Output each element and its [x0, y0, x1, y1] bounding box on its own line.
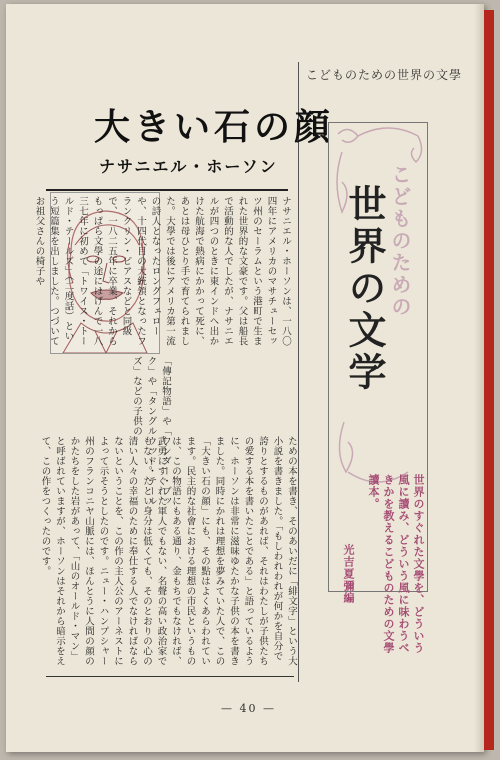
running-head: こどものための世界の文學: [306, 68, 463, 82]
book-page: [6, 4, 484, 752]
biography-text-block-1: ナサニエル・ホーソンは、一八〇四年にアメリカのマサチューセッツ州のセーラムという港町で生まれた世界的な文豪です。父は船長で活動的な人でしたが、ナサニエルが四つのときに東インドへ出かけた航海で熱病にかかって死に、あとは母ひとり手で育てられました。大學では後にアメリカ第一流の詩人となったロングフェローや、十四代目の大統領となったフランクリン・ピアスなどと同級で、一八二五年に卒業、それからもっぱら文學の途にはげんで一八三七年に初めて「トワイス・トールド・テールズ」（二度話）という短篇集を出しました。つづいてお祖父さんの椅子や: [33, 196, 291, 346]
page-number: — 40 —: [221, 702, 276, 715]
bottom-rule: [46, 676, 294, 677]
series-editor: 光吉夏彌編: [342, 544, 355, 604]
page-spine-shadow: [474, 4, 484, 752]
biography-text-block-2: 「傳記物語」や「ワンダー・ブック」や「タングルウッド・テールズ」などの子供の: [131, 356, 171, 506]
series-label-main: 世界の文学: [342, 184, 387, 394]
series-description: 世界のすぐれた文學を、どういう風に讀み、どういう風に味わうべきかを教えるこどものための文學讀本。: [367, 474, 425, 654]
story-title: 大きい石の顔: [94, 106, 335, 148]
column-divider: [298, 62, 299, 682]
book-edge-red: [484, 10, 494, 750]
story-author: ナサニエル・ホーソン: [99, 157, 278, 176]
series-label-top: こどものための: [388, 164, 412, 318]
title-rule: [46, 189, 288, 191]
biography-text-block-3: ための本を書き、そのあいだに「緋文字」という大小説を書きました。「もしわれわれが何かを自分で誇りとするものがあれば、それはわたしが子供たちの愛する本を書いたことである」と語っているように、ホーソンは非常に滋味ゆたかな子供の本を書きました。同時にかれは理想を夢みていた人で、この「大きい石の顔」にも、その點はよくあらわれています。民主的な社會における理想の市民というものは、この物語にもある通り、金もちでもなければ、武勇にすぐれた軍人でもない、名聲の高い政治家でもない。たとい身分は低くても、そのとおりの心の清い人々の幸福のために奉仕する人でなければならないということを、この作の主人公のアーネストによって示そうとしたのです。ニュー・ハンプシャー州のフランコニヤ山脈には、ほんとうに人間の顔のかたちをした岩があって、「山のオールド・マン」と呼ばれていますが、ホーソンはそれから暗示をえて、この作をつくったのです。: [39, 436, 297, 666]
